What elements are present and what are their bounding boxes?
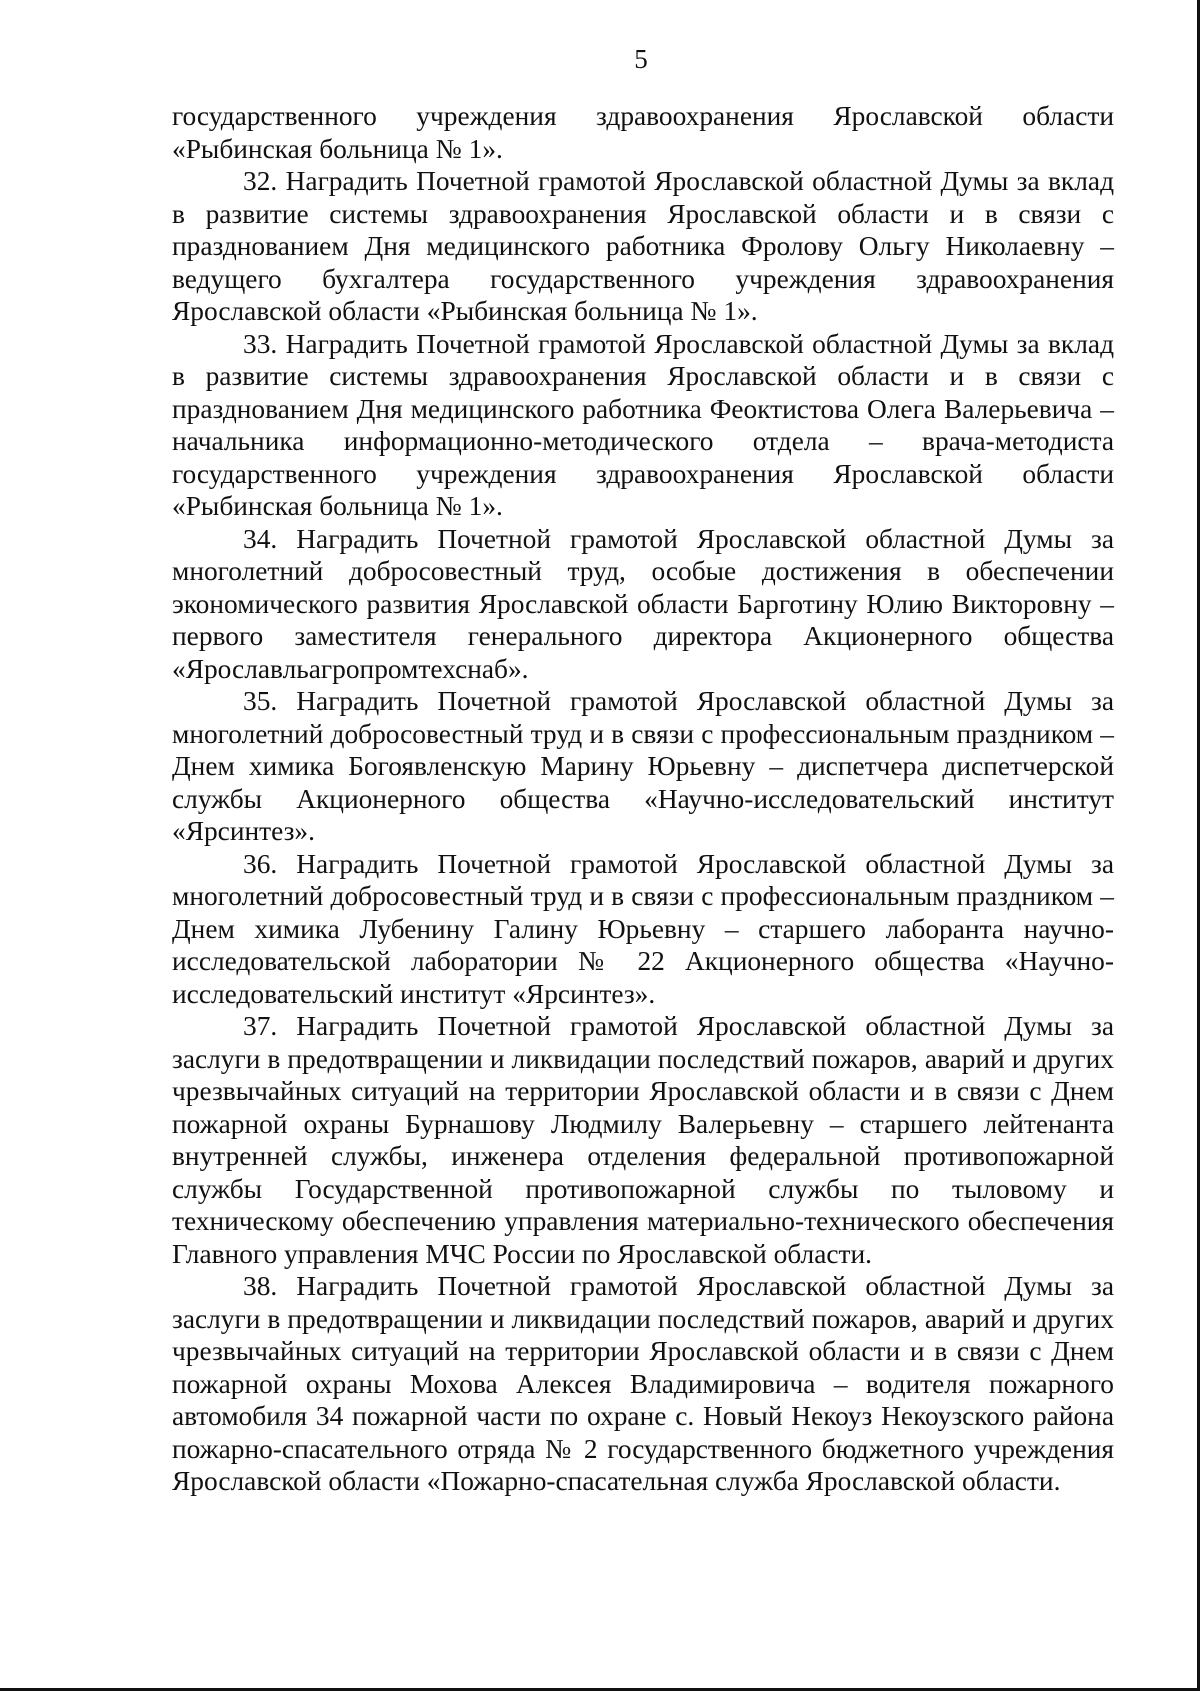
- paragraph-item-32: 32. Наградить Почетной грамотой Ярославской областной Думы за вклад в развитие системы здравоохранения Ярославской области и в связи с празднованием Дня медицинского работника Фролову Ольгу Николаевну – ведущего бухгалтера государственного учреждения здравоохранения Ярославской области «Рыбинская больница № 1».: [172, 166, 1114, 326]
- paragraph-item-34: 34. Наградить Почетной грамотой Ярославской областной Думы за многолетний добросовестный труд, особые достижения в обеспечении экономического развития Ярославской области Барготину Юлию Викторовну – первого заместителя генерального директора Акционерного общества «Ярославльагропромтехснаб».: [172, 523, 1114, 684]
- paragraph-continued: государственного учреждения здравоохранения Ярославской области «Рыбинская больница № 1».: [172, 101, 1114, 164]
- paragraph-item-36: 36. Наградить Почетной грамотой Ярославской областной Думы за многолетний добросовестный труд и в связи с профессиональным праздником – Днем химика Лубенину Галину Юрьевну – старшего лаборанта научно-исследовательской лаборатории № 22 Акционерного общества «Научно-исследовательский институт «Ярсинтез».: [172, 848, 1114, 1009]
- paragraph-item-33: 33. Наградить Почетной грамотой Ярославской областной Думы за вклад в развитие системы здравоохранения Ярославской области и в связи с празднованием Дня медицинского работника Феоктистова Олега Валерьевича – начальника информационно-методического отдела – врача-методиста государственного учреждения здравоохранения Ярославской области «Рыбинская больница № 1».: [172, 328, 1114, 521]
- page-number: 5: [634, 44, 648, 74]
- paragraph-item-37: 37. Наградить Почетной грамотой Ярославской областной Думы за заслуги в предотвращении и ликвидации последствий пожаров, аварий и других чрезвычайных ситуаций на территории Ярославской области и в связи с Днем пожарной охраны Бурнашову Людмилу Валерьевну – старшего лейтенанта внутренней службы, инженера отделения федеральной противопожарной службы Государственной противопожарной службы по тыловому и техническому обеспечению управления материально-технического обеспечения Главного управления МЧС России по Ярославской области.: [172, 1011, 1114, 1269]
- paragraph-item-38: 38. Наградить Почетной грамотой Ярославской областной Думы за заслуги в предотвращении и ликвидации последствий пожаров, аварий и других чрезвычайных ситуаций на территории Ярославской области и в связи с Днем пожарной охраны Мохова Алексея Владимировича – водителя пожарного автомобиля 34 пожарной части по охране с. Новый Некоуз Некоузского района пожарно-спасательного отряда № 2 государственного бюджетного учреждения Ярославской области «Пожарно-спасательная служба Ярославской области.: [172, 1271, 1114, 1496]
- paragraph-item-35: 35. Наградить Почетной грамотой Ярославской областной Думы за многолетний добросовестный труд и в связи с профессиональным праздником – Днем химика Богоявленскую Марину Юрьевну – диспетчера диспетчерской службы Акционерного общества «Научно-исследовательский институт «Ярсинтез».: [172, 686, 1114, 846]
- document-body: [172, 100, 1114, 1498]
